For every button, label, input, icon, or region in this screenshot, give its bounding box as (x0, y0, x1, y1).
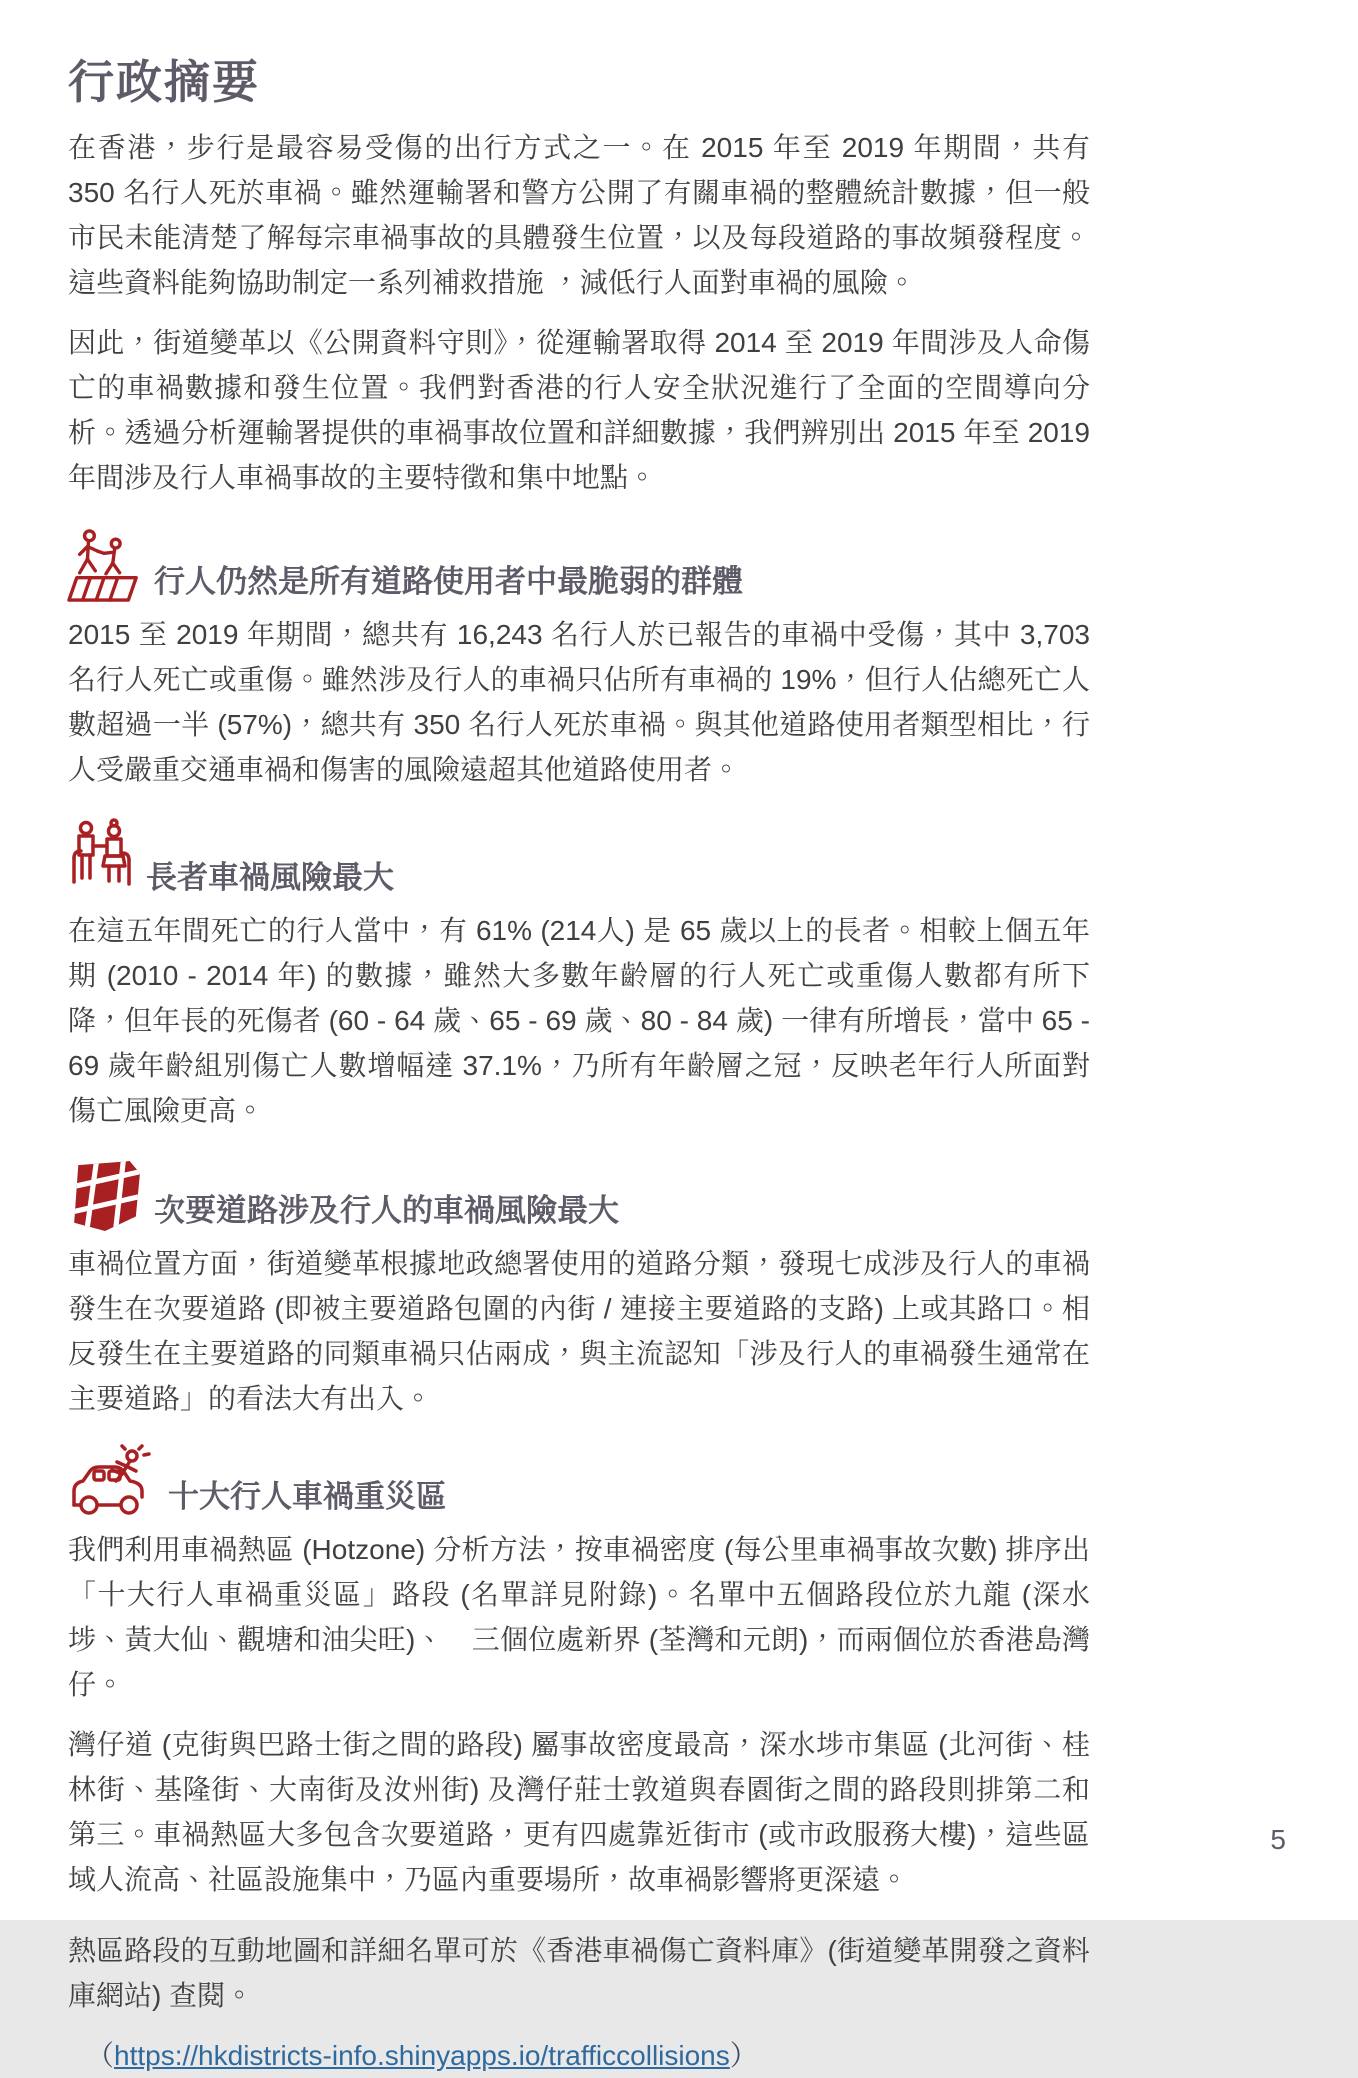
page-title: 行政摘要 (68, 56, 260, 108)
section-secondary-roads (68, 1159, 1090, 1421)
intro-paragraph-2: 因此，街道變革以《公開資料守則》，從運輸署取得 2014 至 2019 年間涉及人命傷亡的車禍數據和發生位置。我們對香港的行人安全狀況進行了全面的空間導向分析。透過分析運輸署提供的車禍事故位置和詳細數據，我們辨別出 2015 年至 2019 年間涉及行人車禍事故的主要特徵和集中地點。 (68, 326, 1090, 493)
section-paragraph: 2015 至 2019 年期間，總共有 16,243 名行人於已報告的車禍中受傷，其中 3,703 名行人死亡或重傷。雖然涉及行人的車禍只佔所有車禍的 19%，但行人佔總死亡人數超過一半 (57%)，總共有 350 名行人死於車禍。與其他道路使用者類型相比，行人受嚴重交通車禍和傷害的風險遠超其他道路使用者。 (68, 618, 1090, 785)
database-link[interactable]: https://hkdistricts-info.shinyapps.io/trafficcollisions (114, 2039, 730, 2071)
section-heading-row (68, 526, 1090, 604)
section-heading: 長者車禍風險最大 (146, 859, 394, 895)
section-paragraph: 車禍位置方面，街道變革根據地政總署使用的道路分類，發現七成涉及行人的車禍發生在次要道路 (即被主要道路包圍的內街 / 連接主要道路的支路) 上或其路口。相反發生在主要道路的同類車禍只佔兩成，與主流認知「涉及行人的車禍發生通常在主要道路」的看法大有出入。 (68, 1247, 1090, 1414)
section-paragraph: 我們利用車禍熱區 (Hotzone) 分析方法，按車禍密度 (每公里車禍事故次數) 排序出「十大行人車禍重災區」路段 (名單詳見附錄)。名單中五個路段位於九龍 (深水埗、黃大仙、觀塘和油尖旺)、 三個位處新界 (荃灣和元朗)，而兩個位於香港島灣仔。 (68, 1533, 1090, 1700)
section-heading: 次要道路涉及行人的車禍風險最大 (154, 1192, 619, 1228)
section-top-ten-hotzones (68, 1447, 1090, 1902)
content-column (68, 56, 1090, 2078)
section-paragraph: 灣仔道 (克街與巴路士街之間的路段) 屬事故密度最高，深水埗市集區 (北河街、桂林街、基隆街、大南街及汝州街) 及灣仔莊士敦道與春園街之間的路段則排第二和第三。車禍熱區大多包含次要道路，更有四處靠近街市 (或市政服務大樓)，這些區域人流高、社區設施集中，乃區內重要場所，故車禍影響將更深遠。 (68, 1728, 1090, 1895)
section-heading-row (68, 1159, 1090, 1233)
section-heading-row (68, 1447, 1090, 1519)
intro-paragraph-1: 在香港，步行是最容易受傷的出行方式之一。在 2015 年至 2019 年期間，共有 350 名行人死於車禍。雖然運輸署和警方公開了有關車禍的整體統計數據，但一般市民未能清楚了解每宗車禍事故的具體發生位置，以及每段道路的事故頻發程度。這些資料能夠協助制定一系列補救措施 ，減低行人面對車禍的風險。 (68, 131, 1090, 298)
section-heading: 十大行人車禍重災區 (168, 1478, 447, 1514)
section-heading: 行人仍然是所有道路使用者中最脆弱的群體 (154, 563, 743, 599)
link-open-paren: （ (86, 2039, 115, 2071)
page-number: 5 (1270, 1824, 1286, 1855)
car-pedestrian-collision-icon (68, 1447, 156, 1519)
pedestrian-crossing-icon (68, 526, 142, 604)
elderly-couple-icon (68, 818, 134, 900)
link-close-paren: ） (729, 2039, 758, 2071)
database-note: 熱區路段的互動地圖和詳細名單可於《香港車禍傷亡資料庫》(街道變革開發之資料庫網站) 查閱。 (68, 1934, 1090, 2011)
section-paragraph: 在這五年間死亡的行人當中，有 61% (214人) 是 65 歲以上的長者。相較上個五年期 (2010 - 2014 年) 的數據，雖然大多數年齡層的行人死亡或重傷人數都有所下降，但年長的死傷者 (60 - 64 歲、65 - 69 歲、80 - 84 歲) 一律有所增長，當中 65 - 69 歲年齡組別傷亡人數增幅達 37.1%，乃所有年齡層之冠，反映老年行人所面對傷亡風險更高。 (68, 914, 1090, 1126)
section-pedestrians-vulnerable (68, 526, 1090, 792)
database-link-line (68, 2033, 1090, 2078)
section-heading-row (68, 818, 1090, 900)
section-elderly-risk (68, 818, 1090, 1133)
road-map-icon (68, 1159, 142, 1233)
